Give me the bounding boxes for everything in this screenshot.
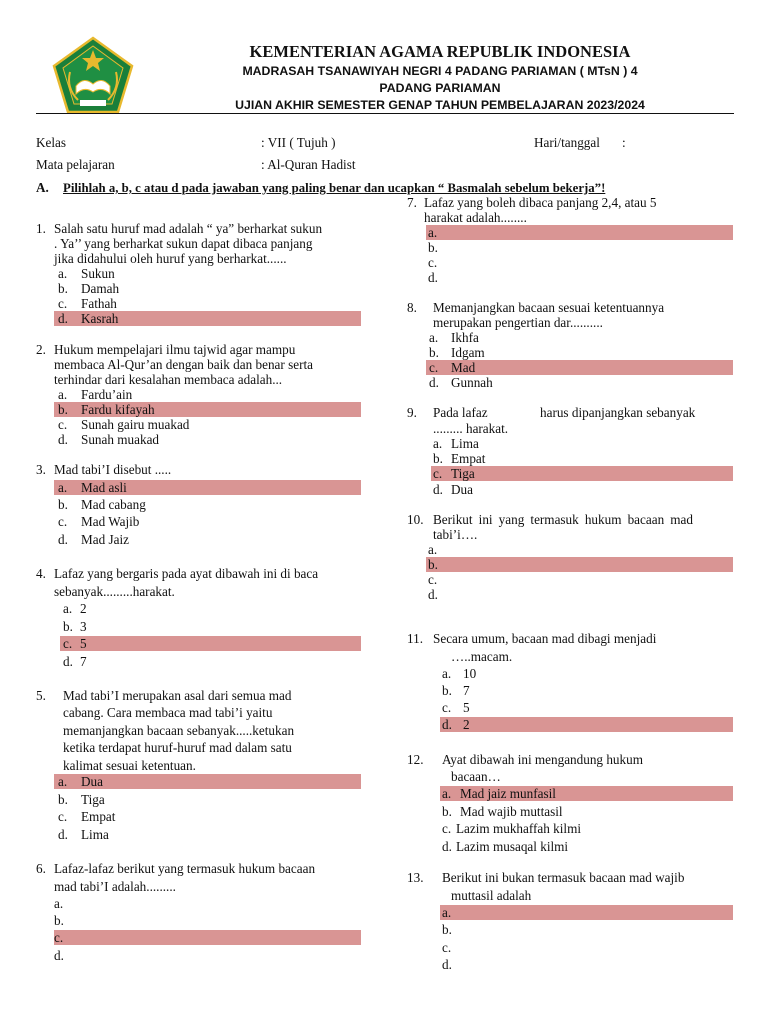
option-text: Sunah muakad xyxy=(81,432,160,447)
option-label: d. xyxy=(442,957,452,972)
option-label: a. xyxy=(58,266,68,281)
mapel-value: : Al-Quran Hadist xyxy=(261,157,356,172)
header-school-line1: MADRASAH TSANAWIYAH NEGRI 4 PADANG PARIAMAN ( MTsN ) 4 xyxy=(242,64,638,78)
option-label: a. xyxy=(58,480,68,495)
option-label: d. xyxy=(442,717,452,732)
question-text: harakat adalah........ xyxy=(424,210,527,225)
option-text: Damah xyxy=(81,281,120,296)
option-text: Mad wajib muttasil xyxy=(460,804,563,819)
question-number: 12. xyxy=(407,752,424,767)
question-number: 13. xyxy=(407,870,424,885)
section-letter: A. xyxy=(36,180,49,195)
question-text: tabi’i…. xyxy=(433,527,478,542)
option-text: Lazim mukhaffah kilmi xyxy=(456,821,582,836)
option-label: a. xyxy=(54,896,64,911)
option-label: b. xyxy=(428,240,438,255)
option-text: Sukun xyxy=(81,266,115,281)
option-text: Mad xyxy=(451,360,476,375)
option-text: Dua xyxy=(81,774,103,789)
option-text: 2 xyxy=(463,717,470,732)
question-text: muttasil adalah xyxy=(451,888,532,903)
question-text: Ayat dibawah ini mengandung hukum xyxy=(442,752,643,767)
option-label: a. xyxy=(433,436,443,451)
question-number: 2. xyxy=(36,342,46,357)
option-label: b. xyxy=(63,619,73,634)
option-text: Mad jaiz munfasil xyxy=(460,786,556,801)
question-text: Lafaz yang boleh dibaca panjang 2,4, atau 5 xyxy=(424,195,657,210)
option-text: Mad cabang xyxy=(81,497,146,512)
option-label: b. xyxy=(58,281,68,296)
option-text: Idgam xyxy=(451,345,485,360)
option-label: d. xyxy=(58,311,68,326)
option-text: Empat xyxy=(451,451,486,466)
question-text: memanjangkan bacaan sebanyak.....ketukan xyxy=(63,723,295,738)
question-text: cabang. Cara membaca mad tabi’i yaitu xyxy=(63,705,273,720)
question-number: 4. xyxy=(36,566,46,581)
question-text: Pada lafaz xyxy=(433,405,488,420)
question-text: Mad tabi’I disebut ..... xyxy=(54,462,172,477)
option-label: c. xyxy=(442,700,452,715)
question-text: . Ya’’ yang berharkat sukun dapat dibaca panjang xyxy=(54,236,313,251)
header-divider xyxy=(36,113,734,114)
question-text: terhindar dari kesalahan membaca adalah... xyxy=(54,372,283,387)
option-label: b. xyxy=(442,804,452,819)
question-text: …..macam. xyxy=(451,649,513,664)
option-label: d. xyxy=(433,482,443,497)
question-number: 3. xyxy=(36,462,46,477)
question-number: 8. xyxy=(407,300,417,315)
option-label: b. xyxy=(58,402,68,417)
option-label: c. xyxy=(63,636,73,651)
option-label: d. xyxy=(58,532,68,547)
option-label: a. xyxy=(442,666,452,681)
option-label: a. xyxy=(442,905,452,920)
option-label: b. xyxy=(428,557,438,572)
option-text: Lima xyxy=(451,436,479,451)
kelas-label: Kelas xyxy=(36,135,67,150)
header-ministry: KEMENTERIAN AGAMA REPUBLIK INDONESIA xyxy=(249,42,631,61)
option-label: d. xyxy=(428,270,438,285)
option-label: c. xyxy=(442,821,452,836)
question-text: jika didahului oleh huruf yang berharkat...... xyxy=(54,251,287,266)
option-text: Tiga xyxy=(451,466,475,481)
option-label: d. xyxy=(63,654,73,669)
question-text: Lafaz-lafaz berikut yang termasuk hukum bacaan xyxy=(54,861,316,876)
option-text: Mad Jaiz xyxy=(81,532,129,547)
answer-highlight xyxy=(60,636,361,651)
question-text: membaca Al-Qur’an dengan baik dan benar serta xyxy=(54,357,313,372)
option-text: 7 xyxy=(463,683,470,698)
option-label: d. xyxy=(58,432,68,447)
question-text: Memanjangkan bacaan sesuai ketentuannya xyxy=(433,300,665,315)
option-text: Lazim musaqal kilmi xyxy=(456,839,569,854)
option-label: c. xyxy=(58,417,68,432)
option-label: b. xyxy=(58,792,68,807)
option-label: c. xyxy=(58,514,68,529)
option-label: d. xyxy=(442,839,452,854)
option-label: a. xyxy=(58,387,68,402)
answer-highlight xyxy=(440,717,733,732)
option-text: Mad asli xyxy=(81,480,127,495)
question-number: 6. xyxy=(36,861,46,876)
mapel-label: Mata pelajaran xyxy=(36,157,115,172)
question-number: 11. xyxy=(407,631,423,646)
question-text: Secara umum, bacaan mad dibagi menjadi xyxy=(433,631,657,646)
hari-label: Hari/tanggal xyxy=(534,135,600,150)
question-number: 7. xyxy=(407,195,417,210)
option-label: c. xyxy=(433,466,443,481)
option-label: c. xyxy=(429,360,439,375)
option-label: d. xyxy=(58,827,68,842)
option-label: c. xyxy=(428,572,438,587)
option-text: Mad Wajib xyxy=(81,514,140,529)
option-text: Tiga xyxy=(81,792,105,807)
option-label: c. xyxy=(442,940,452,955)
option-label: d. xyxy=(428,587,438,602)
kelas-value: : VII ( Tujuh ) xyxy=(261,135,336,150)
question-text: Berikut ini yang termasuk hukum bacaan mad xyxy=(433,512,693,527)
option-label: b. xyxy=(433,451,443,466)
answer-highlight xyxy=(426,225,733,240)
question-text: ......... harakat. xyxy=(433,421,509,436)
question-text: merupakan pengertian dar.......... xyxy=(433,315,603,330)
option-text: Fathah xyxy=(81,296,117,311)
answer-highlight xyxy=(426,557,733,572)
option-label: a. xyxy=(428,225,438,240)
option-text: Dua xyxy=(451,482,473,497)
answer-highlight xyxy=(431,466,733,481)
option-label: b. xyxy=(54,913,64,928)
option-label: a. xyxy=(58,774,68,789)
question-text: Salah satu huruf mad adalah “ ya” berharkat sukun xyxy=(54,221,323,236)
question-number: 5. xyxy=(36,688,46,703)
question-text: Berikut ini bukan termasuk bacaan mad wajib xyxy=(442,870,685,885)
option-label: c. xyxy=(54,930,64,945)
header-exam: UJIAN AKHIR SEMESTER GENAP TAHUN PEMBELAJARAN 2023/2024 xyxy=(235,98,645,112)
option-label: c. xyxy=(428,255,438,270)
option-text: 3 xyxy=(80,619,87,634)
option-text: 2 xyxy=(80,601,87,616)
option-label: a. xyxy=(442,786,452,801)
option-label: a. xyxy=(428,542,438,557)
question-number: 1. xyxy=(36,221,46,236)
option-text: Kasrah xyxy=(81,311,119,326)
option-text: Lima xyxy=(81,827,109,842)
header-school-line2: PADANG PARIAMAN xyxy=(379,81,501,95)
question-text: ketika terdapat huruf-huruf mad dalam satu xyxy=(63,740,292,755)
question-text: bacaan… xyxy=(451,769,501,784)
answer-highlight xyxy=(54,930,361,945)
answer-highlight xyxy=(440,905,733,920)
option-text: 5 xyxy=(80,636,87,651)
option-label: c. xyxy=(58,296,68,311)
option-text: Ikhfa xyxy=(451,330,479,345)
option-text: 7 xyxy=(80,654,87,669)
question-text: Lafaz yang bergaris pada ayat dibawah ini di baca xyxy=(54,566,319,581)
option-text: 10 xyxy=(463,666,477,681)
hari-value: : xyxy=(622,135,626,150)
question-text: harus dipanjangkan sebanyak xyxy=(540,405,696,420)
option-label: b. xyxy=(442,683,452,698)
question-text: kalimat sesuai ketentuan. xyxy=(63,758,196,773)
question-number: 10. xyxy=(407,512,424,527)
option-label: b. xyxy=(429,345,439,360)
question-text: Mad tabi’I merupakan asal dari semua mad xyxy=(63,688,292,703)
option-text: Sunah gairu muakad xyxy=(81,417,190,432)
option-text: Fardu kifayah xyxy=(81,402,155,417)
option-text: Gunnah xyxy=(451,375,493,390)
option-text: 5 xyxy=(463,700,470,715)
question-text: sebanyak.........harakat. xyxy=(54,584,175,599)
option-label: c. xyxy=(58,809,68,824)
option-label: b. xyxy=(442,922,452,937)
option-text: Empat xyxy=(81,809,116,824)
option-label: a. xyxy=(63,601,73,616)
option-label: a. xyxy=(429,330,439,345)
option-label: b. xyxy=(58,497,68,512)
option-label: d. xyxy=(54,948,64,963)
option-text: Fardu’ain xyxy=(81,387,133,402)
section-instruction: Pilihlah a, b, c atau d pada jawaban yang paling benar dan ucapkan “ Basmalah sebelum bekerja”! xyxy=(63,181,606,195)
question-text: mad tabi’I adalah......... xyxy=(54,879,176,894)
question-text: Hukum mempelajari ilmu tajwid agar mampu xyxy=(54,342,296,357)
question-number: 9. xyxy=(407,405,417,420)
option-label: d. xyxy=(429,375,439,390)
